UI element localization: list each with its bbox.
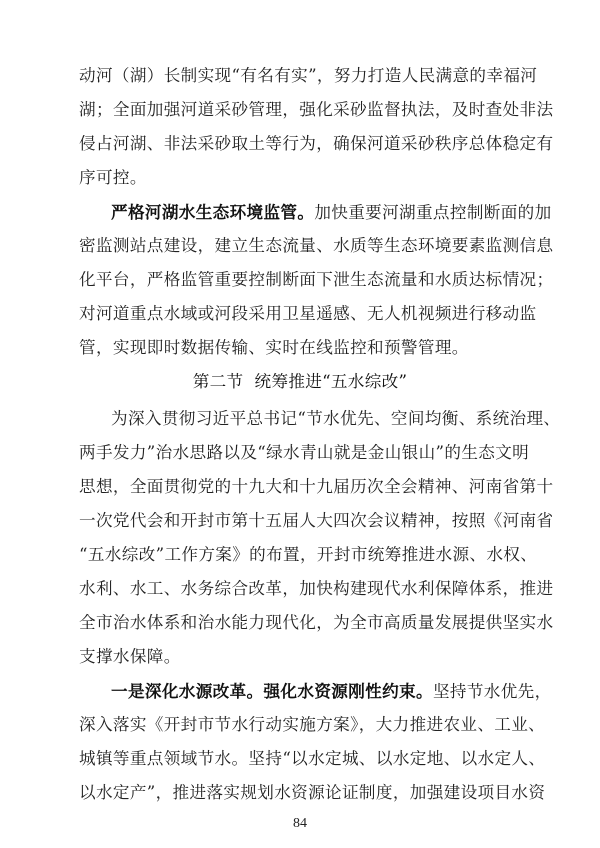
paragraph-water-source-line-3: 城镇等重点领域节水。坚持“以水定城、以水定地、以水定人、 bbox=[79, 749, 546, 768]
paragraph-water-source-lead: 一是深化水源改革。强化水资源刚性约束。 bbox=[111, 681, 433, 701]
paragraph-monitoring-first-line-text: 加快重要河湖重点控制断面的加 bbox=[314, 203, 552, 222]
section-heading: 第二节 统筹推进“五水综改” bbox=[192, 372, 408, 391]
paragraph-water-source-first-line-text: 坚持节水优先， bbox=[432, 682, 552, 701]
paragraph-continuation-line-1: 动河（湖）长制实现“有名有实”，努力打造人民满意的幸福河 bbox=[79, 66, 538, 85]
paragraph-monitoring-line-5: 管，实现即时数据传输、实时在线监控和预警管理。 bbox=[79, 338, 469, 357]
paragraph-monitoring-lead: 严格河湖水生态环境监管。 bbox=[111, 202, 315, 222]
paragraph-intro-line-4: 一次党代会和开封市第十五届人大四次会议精神，按照《河南省 bbox=[79, 511, 554, 530]
paragraph-intro-line-8: 支撑水保障。 bbox=[79, 647, 181, 666]
paragraph-intro-line-3: 思想，全面贯彻党的十九大和十九届历次全会精神、河南省第十 bbox=[79, 477, 554, 496]
paragraph-monitoring-line-2: 密监测站点建设，建立生态流量、水质等生态环境要素监测信息 bbox=[79, 236, 554, 255]
paragraph-water-source-line-1 bbox=[111, 680, 552, 703]
paragraph-intro-line-1: 为深入贯彻习近平总书记“节水优先、空间均衡、系统治理、 bbox=[111, 409, 561, 428]
paragraph-continuation-line-4: 序可控。 bbox=[79, 168, 147, 187]
paragraph-intro-line-2: 两手发力”治水思路以及“绿水青山就是金山银山”的生态文明 bbox=[79, 443, 530, 462]
paragraph-intro-line-7: 全市治水体系和治水能力现代化，为全市高质量发展提供坚实水 bbox=[79, 613, 554, 632]
paragraph-water-source-line-4: 以水定产”，推进落实规划水资源论证制度，加强建设项目水资 bbox=[79, 783, 546, 802]
paragraph-continuation-line-2: 湖；全面加强河道采砂管理，强化采砂监督执法，及时查处非法 bbox=[79, 100, 554, 119]
paragraph-intro-line-5: “五水综改”工作方案》的布置，开封市统筹推进水源、水权、 bbox=[79, 545, 538, 564]
paragraph-intro-line-6: 水利、水工、水务综合改革，加快构建现代水利保障体系，推进 bbox=[79, 579, 554, 598]
paragraph-water-source-line-2: 深入落实《开封市节水行动实施方案》，大力推进农业、工业、 bbox=[79, 715, 546, 734]
page-number: 84 bbox=[293, 816, 307, 831]
paragraph-monitoring-line-1 bbox=[111, 201, 552, 224]
paragraph-monitoring-line-3: 化平台，严格监管重要控制断面下泄生态流量和水质达标情况； bbox=[79, 270, 554, 289]
paragraph-monitoring-line-4: 对河道重点水域或河段采用卫星遥感、无人机视频进行移动监 bbox=[79, 304, 537, 323]
paragraph-continuation-line-3: 侵占河湖、非法采砂取土等行为，确保河道采砂秩序总体稳定有 bbox=[79, 134, 554, 153]
